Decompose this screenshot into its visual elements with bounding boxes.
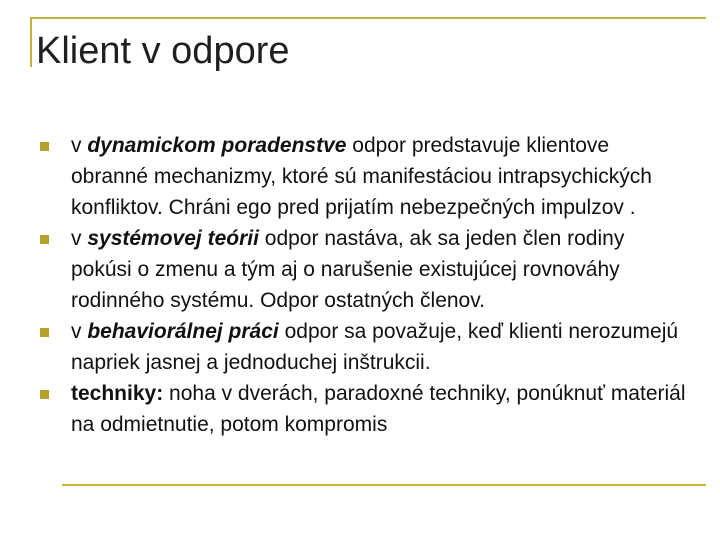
slide-title: Klient v odpore <box>36 30 290 72</box>
square-bullet-icon <box>40 235 49 244</box>
bullet-emphasis: dynamickom poradenstve <box>87 134 347 157</box>
bullet-prefix: v <box>71 320 88 343</box>
bullet-text: odpor sa považuje, keď klienti nerozumejú napriek jasnej a jednoduchej inštrukcii. <box>71 320 679 374</box>
bullet-text: odpor predstavuje klientove obranné mechanizmy, ktoré sú manifestáciou intrapsychických konfliktov. Chráni ego pred prijatím nebezpečných impulzov . <box>71 134 652 219</box>
frame-top-line <box>30 17 706 19</box>
bullet-emphasis: behaviorálnej práci <box>87 320 279 343</box>
bullet-emphasis: systémovej teórii <box>87 227 259 250</box>
bullet-list <box>40 130 690 440</box>
bullet-text: odpor nastáva, ak sa jeden člen rodiny pokúsi o zmenu a tým aj o narušenie existujúcej rovnováhy rodinného systému. Odpor ostatných členov. <box>71 227 625 312</box>
bullet-item-techniques <box>40 378 690 440</box>
square-bullet-icon <box>40 142 49 151</box>
bullet-text: noha v dverách, paradoxné techniky, ponúknuť materiál na odmietnutie, potom kompromis <box>71 382 686 436</box>
frame-left-line <box>30 17 32 67</box>
bullet-prefix: v <box>71 134 88 157</box>
bullet-emphasis: techniky: <box>71 382 164 405</box>
bullet-item-behavioral <box>40 316 690 378</box>
bullet-prefix: v <box>71 227 88 250</box>
bullet-item-systemic <box>40 223 690 316</box>
frame-bottom-line <box>62 484 706 486</box>
square-bullet-icon <box>40 328 49 337</box>
bullet-item-dynamic <box>40 130 690 223</box>
square-bullet-icon <box>40 390 49 399</box>
